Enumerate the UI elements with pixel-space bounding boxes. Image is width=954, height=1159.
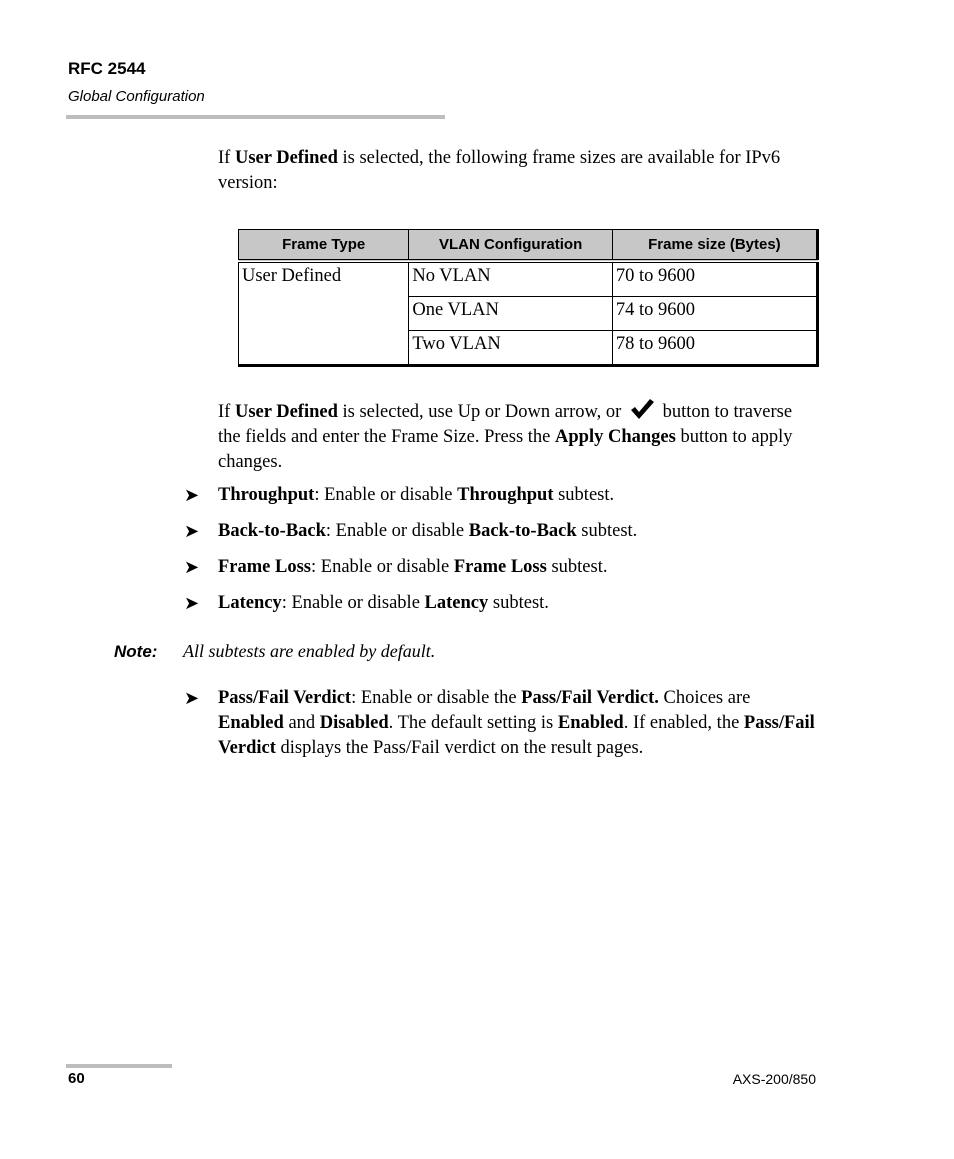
size-cell: 70 to 9600 bbox=[612, 261, 817, 297]
table-row bbox=[239, 261, 818, 297]
note-text: All subtests are enabled by default. bbox=[183, 641, 436, 661]
vlan-cell: No VLAN bbox=[409, 261, 612, 297]
navigation-paragraph: If User Defined is selected, use Up or Down arrow, or button to traverse the fields and enter the Frame Size. Press the Apply Changes button to apply changes. bbox=[218, 398, 818, 475]
frame-type-cell: User Defined bbox=[239, 261, 409, 366]
bullet-arrow-icon: ➤ bbox=[184, 485, 200, 505]
intro-bold: User Defined bbox=[234, 148, 338, 168]
footer-rule bbox=[66, 1064, 172, 1068]
note bbox=[114, 641, 436, 662]
bullet-arrow-icon: ➤ bbox=[184, 593, 200, 613]
checkmark-icon bbox=[629, 398, 655, 420]
page-number: 60 bbox=[68, 1070, 85, 1087]
header-rule bbox=[66, 115, 445, 119]
bullet-arrow-icon: ➤ bbox=[184, 557, 200, 577]
column-header: Frame Type bbox=[239, 230, 409, 262]
bullet-arrow-icon: ➤ bbox=[184, 521, 200, 541]
verdict-paragraph: Pass/Fail Verdict: Enable or disable the Pass/Fail Verdict. Choices are Enabled and Disabled. The default setting is Enabled. If enabled, the Pass/Fail Verdict displays the Pass/Fail verdict on the result pages. bbox=[218, 688, 815, 758]
size-cell: 78 to 9600 bbox=[612, 331, 817, 366]
frame-size-table bbox=[238, 229, 819, 367]
column-header: Frame size (Bytes) bbox=[612, 230, 817, 262]
vlan-cell: Two VLAN bbox=[409, 331, 612, 366]
header-title: RFC 2544 bbox=[68, 59, 146, 78]
table-header-row bbox=[239, 230, 818, 262]
header-subtitle: Global Configuration bbox=[68, 88, 205, 105]
vlan-cell: One VLAN bbox=[409, 297, 612, 331]
bullet-arrow-icon: ➤ bbox=[184, 688, 200, 708]
note-label: Note: bbox=[114, 642, 158, 661]
intro-paragraph: If User Defined is selected, the following frame sizes are available for IPv6 version: bbox=[218, 148, 781, 193]
column-header: VLAN Configuration bbox=[409, 230, 612, 262]
size-cell: 74 to 9600 bbox=[612, 297, 817, 331]
document-id: AXS-200/850 bbox=[732, 1071, 816, 1087]
